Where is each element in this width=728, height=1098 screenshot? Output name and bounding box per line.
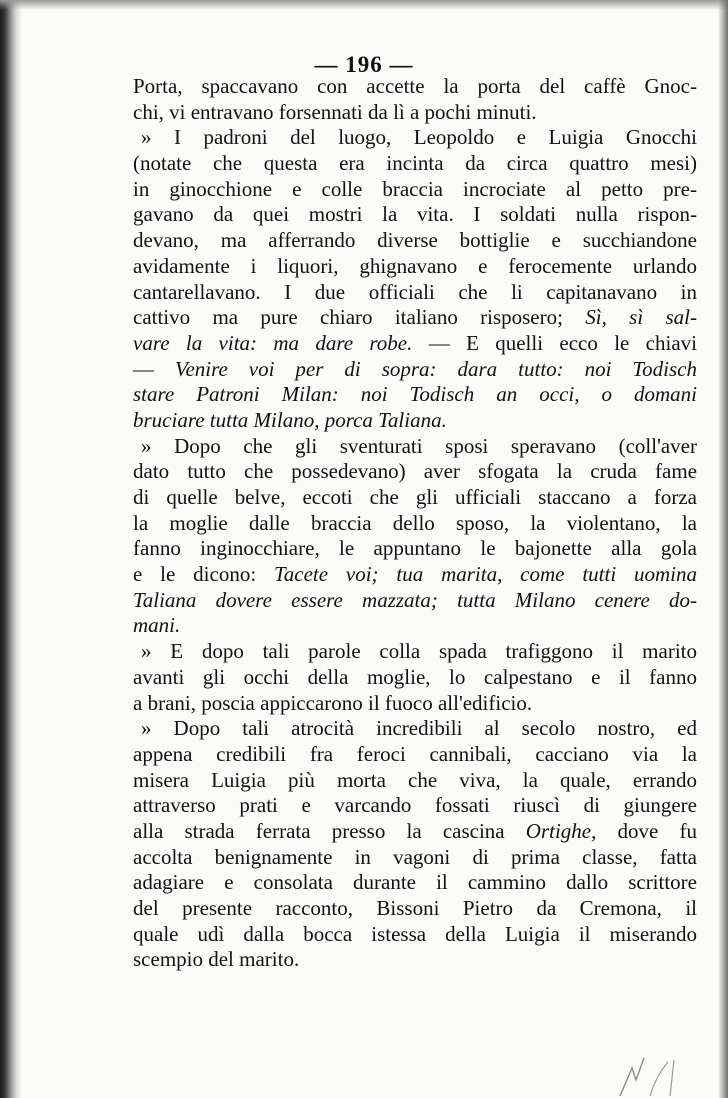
body-text [133,74,697,973]
text-line [133,562,697,588]
page-binding-shadow [0,0,22,1098]
text-run: e le dicono: [133,562,274,587]
page-right-edge [718,0,728,1098]
text-line [133,74,697,100]
italic-text: Taliana dovere essere mazzata; tutta Milano cenere do- [133,587,697,612]
text-run: quale udì dalla bocca istessa della Luigia il miserando [133,921,697,946]
text-run: cantarellavano. I due officiali che li capitanavano in [133,279,697,304]
text-run: a brani, poscia appiccarono il fuoco all'edificio. [133,690,533,715]
text-line [133,485,697,511]
text-run: attraverso prati e varcando fossati riuscì di giungere [133,793,697,818]
text-line [133,382,697,408]
page-number: — 196 — [314,52,414,77]
text-line [133,768,697,794]
text-run: devano, ma afferrando diverse bottiglie e succhiandone [133,228,697,253]
text-run: cattivo ma pure chiaro italiano risposero; [133,305,586,330]
text-line [133,511,697,537]
text-line [133,819,697,845]
text-line [133,613,697,639]
text-line [133,742,697,768]
text-line [133,254,697,280]
text-run: gavano da quei mostri la vita. I soldati nulla rispon- [133,202,697,227]
italic-text: Tacete voi; tua marita, come tutti uomina [274,562,697,587]
text-run: dato tutto che possedevano) aver sfogata la cruda fame [133,459,697,484]
text-run: di quelle belve, eccoti che gli ufficiali staccano a forza [133,485,697,509]
text-line [133,280,697,306]
italic-text: Sì, sì sal- [585,305,698,330]
text-run: — [133,356,175,381]
text-run: avidamente i liquori, ghignavano e ferocemente urlando [133,253,697,278]
text-run: appena credibili fra feroci cannibali, cacciano via la [133,741,697,766]
page-top-shadow [0,0,728,10]
text-line [133,459,697,485]
italic-text: vare la vita: ma dare robe. [133,330,413,355]
text-line [133,100,697,126]
text-line [133,434,697,460]
italic-text: Ortighe, [525,818,597,843]
text-line [133,151,697,177]
text-run: » I padroni del luogo, Leopoldo e Luigia Gnocchi [141,125,697,150]
text-run: — E quelli ecco le chiavi [412,330,697,355]
text-line [133,639,697,665]
italic-text: mani. [133,613,181,638]
text-run: alla strada ferrata presso la cascina [133,818,526,843]
text-run: fanno inginocchiare, le appuntano le bajonette alla gola [133,536,697,561]
text-line [133,845,697,871]
text-run: accolta benignamente in vagoni di prima classe, fatta [133,844,697,869]
text-line [133,870,697,896]
pencil-mark-icon [610,1040,690,1098]
text-line [133,177,697,203]
text-line [133,125,697,151]
text-run: (notate che questa era incinta da circa quattro mesi) [133,151,697,176]
text-run: adagiare e consolata durante il cammino dallo scrittore [133,870,697,895]
text-line [133,793,697,819]
text-line [133,305,697,331]
text-line [133,202,697,228]
text-line [133,922,697,948]
text-line [133,691,697,717]
text-line [133,665,697,691]
text-line [133,228,697,254]
text-run: del presente racconto, Bissoni Pietro da Cremona, il [133,896,697,920]
text-run: la moglie dalle braccia dello sposo, la violentano, la [133,510,697,535]
text-run: » E dopo tali parole colla spada trafiggono il marito [141,639,697,664]
text-run: scempio del marito. [133,947,300,972]
text-line [133,947,697,973]
italic-text: Venire voi per di sopra: dara tutto: noi Todisch [174,356,697,381]
text-line [133,716,697,742]
text-line [133,588,697,614]
text-run: » Dopo che gli sventurati sposi speravano (coll'aver [141,433,697,458]
text-run: dove fu [596,818,697,843]
text-run: » Dopo tali atrocità incredibili al secolo nostro, ed [141,716,697,741]
text-line [133,408,697,434]
text-line [133,331,697,357]
text-run: in ginocchione e colle braccia incrociate al petto pre- [133,176,697,201]
text-run: chi, vi entravano forsennati da lì a pochi minuti. [133,99,537,124]
text-line [133,896,697,922]
text-line [133,357,697,383]
italic-text: stare Patroni Milan: noi Todisch an occi, o domani [133,382,697,407]
text-run: avanti gli occhi della moglie, lo calpestano e il fanno [133,664,697,689]
text-run: Porta, spaccavano con accette la porta del caffè Gnoc- [133,74,697,98]
italic-text: bruciare tutta Milano, porca Taliana. [133,407,447,432]
text-run: misera Luigia più morta che viva, la quale, errando [133,767,697,792]
text-line [133,536,697,562]
